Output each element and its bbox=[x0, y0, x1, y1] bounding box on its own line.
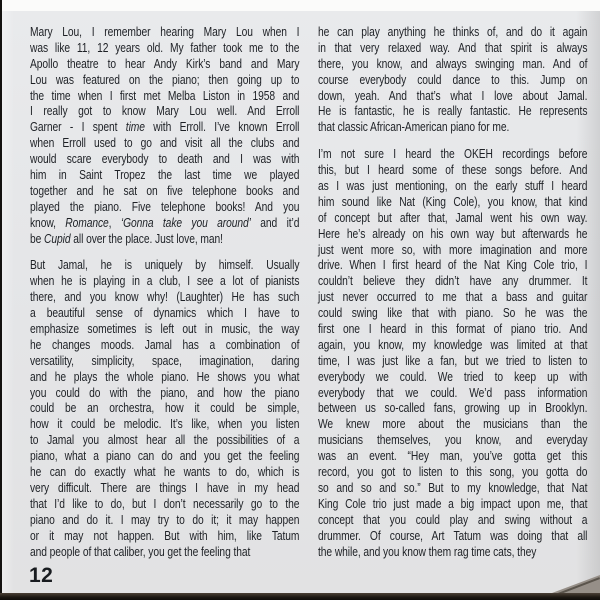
text-column-left bbox=[30, 24, 299, 559]
text-line: to Jamal you almost hear all the possibilities of a bbox=[30, 432, 300, 448]
text-line: be Cupid all over the place. Just love, man! bbox=[30, 230, 223, 246]
text-line: this, but I heard some of these songs before. And bbox=[318, 162, 588, 178]
text-line: Here he’s already on his own way but afterwards he bbox=[318, 225, 588, 241]
italic-text: Romance bbox=[65, 214, 109, 230]
text-line: record, you got to listen to this song, you gotta do bbox=[318, 464, 588, 480]
text-line: how it could be melodic. It’s like, when you listen bbox=[30, 416, 300, 432]
paragraph bbox=[318, 146, 587, 559]
text-line: Apollo theatre to hear Andy Kirk’s band and Mary bbox=[30, 55, 300, 71]
text-line: so and so and so.” But to my knowledge, that Nat bbox=[318, 479, 588, 495]
text-line: again, you know, my knowledge was limited at that bbox=[318, 336, 588, 352]
text-line: emphasize sometimes is left out in music, the way bbox=[30, 321, 300, 337]
text-line: together and he sat on five telephone books and bbox=[30, 182, 300, 198]
text-line: as I was just mentioning, on the early stuff I heard bbox=[318, 178, 588, 194]
text-line: and people of that caliber, you get the feeling that bbox=[30, 543, 251, 559]
text-line: piano and do it. I may try to do it; it may happen bbox=[30, 511, 300, 527]
text-line: musicians themselves, you know, and everyday bbox=[318, 432, 588, 448]
text-line: everybody we could. We tried to keep up with bbox=[318, 368, 588, 384]
text-line: drive. When I first heard of the Nat King Cole trio, I bbox=[318, 257, 588, 273]
text-line: in that very relaxed way. And that spirit is always bbox=[318, 39, 588, 55]
text-line: there, you know, and always swinging man. And of bbox=[318, 55, 588, 71]
text-line: down, yeah. And that’s what I love about Jamal. bbox=[318, 87, 588, 103]
paragraph bbox=[30, 24, 299, 246]
text-line: he can play anything he thinks of, and do it again bbox=[318, 24, 588, 39]
page-number: 12 bbox=[29, 564, 54, 587]
text-column-right bbox=[318, 24, 587, 559]
text-line: I’m not sure I heard the OKEH recordings before bbox=[318, 146, 588, 162]
text-line: the time when I first met Melba Liston in 1958 and bbox=[30, 87, 300, 103]
text-line: played the piano. Five telephone books! And you bbox=[30, 198, 300, 214]
text-line: when he is playing in a club, I see a lot of pianists bbox=[30, 273, 300, 289]
text-line: know, Romance, ‘Gonna take you around’ and it’d bbox=[30, 214, 300, 230]
text-line: or it may not happen. But with him, like Tatum bbox=[30, 527, 300, 543]
text-line: him in Saint Tropez the last time we played bbox=[30, 167, 300, 183]
text-line: concept that you could play and swing without a bbox=[318, 511, 588, 527]
text-line: King Cole trio just made a big impact upon me, that bbox=[318, 495, 588, 511]
text-line: I really got to know Mary Lou well. And Erroll bbox=[30, 103, 300, 119]
text-line: drummer. Of course, Art Tatum was doing that all bbox=[318, 527, 588, 543]
page-surface bbox=[2, 0, 600, 593]
text-line: versatility, simplicity, space, imagination, daring bbox=[30, 352, 300, 368]
text-line: him sound like Nat (King Cole), you know, that kind bbox=[318, 193, 588, 209]
scan-bottom-edge bbox=[0, 593, 600, 600]
text-line: Lou was featured on the piano; then going up to bbox=[30, 71, 300, 87]
text-line: could be an orchestra, how it could be simple, bbox=[30, 400, 300, 416]
text-line: Garner - I spent time with Erroll. I’ve known Erroll bbox=[30, 119, 300, 135]
text-line: course everybody could dance to this. Jump on bbox=[318, 71, 588, 87]
text-line: just went more so, with more imagination and more bbox=[318, 241, 588, 257]
text-line: couldn’t believe they didn’t have any drummer. It bbox=[318, 273, 588, 289]
paragraph bbox=[30, 257, 299, 559]
text-line: very difficult. There are things I have in my head bbox=[30, 479, 300, 495]
text-line: the while, and you know them rag time cats, they bbox=[318, 543, 537, 559]
text-line: between us so-called fans, growing up in Brooklyn. bbox=[318, 400, 588, 416]
text-line: just never occurred to me that a bass and guitar bbox=[318, 289, 588, 305]
text-line: was an event. “Hey man, you’ve gotta get this bbox=[318, 448, 588, 464]
text-line: was like 11, 12 years old. My father took me to the bbox=[30, 39, 300, 55]
text-line: when Erroll used to go and visit all the clubs and bbox=[30, 135, 300, 151]
text-line: first one I heard in this format of piano trio. And bbox=[318, 321, 588, 337]
text-line: a beautiful sense of dynamics which I have to bbox=[30, 305, 300, 321]
text-line: that I’d like to do, but I don’t necessarily go to the bbox=[30, 495, 300, 511]
text-line: he changes moods. Jamal has a combination of bbox=[30, 336, 300, 352]
text-line: Mary Lou, I remember hearing Mary Lou when I bbox=[30, 24, 300, 39]
text-line: he can do exactly what he wants to do, which is bbox=[30, 464, 300, 480]
paragraph bbox=[318, 24, 587, 135]
text-line: and he plays the whole piano. He shows you what bbox=[30, 368, 300, 384]
text-line: you could do with the piano, and how the piano bbox=[30, 384, 300, 400]
text-line: everybody that we could. We’d pass information bbox=[318, 384, 588, 400]
text-line: of concept but after that, Jamal went his own way. bbox=[318, 209, 588, 225]
page-corner-fold-icon bbox=[552, 575, 600, 593]
text-line: time, I was just like a fan, but we tried to listen to bbox=[318, 352, 588, 368]
text-line: would scare everybody to death and I was with bbox=[30, 151, 300, 167]
text-line: could swing like that with piano. So he was the bbox=[318, 305, 588, 321]
page-top-edge bbox=[2, 0, 600, 11]
italic-text: Cupid bbox=[44, 230, 71, 246]
text-line: He is fantastic, he is really fantastic. He represents bbox=[318, 103, 588, 119]
text-line: that classic African-American piano for me. bbox=[318, 119, 510, 135]
italic-text: ‘Gonna take you around’ bbox=[120, 214, 251, 230]
text-line: piano, what a piano can do and you get the feeling bbox=[30, 448, 300, 464]
text-line: We knew more about the musicians than the bbox=[318, 416, 588, 432]
italic-text: time bbox=[125, 119, 145, 135]
text-line: there, and you know why! (Laughter) He has such bbox=[30, 289, 300, 305]
text-line: But Jamal, he is uniquely by himself. Usually bbox=[30, 257, 300, 273]
